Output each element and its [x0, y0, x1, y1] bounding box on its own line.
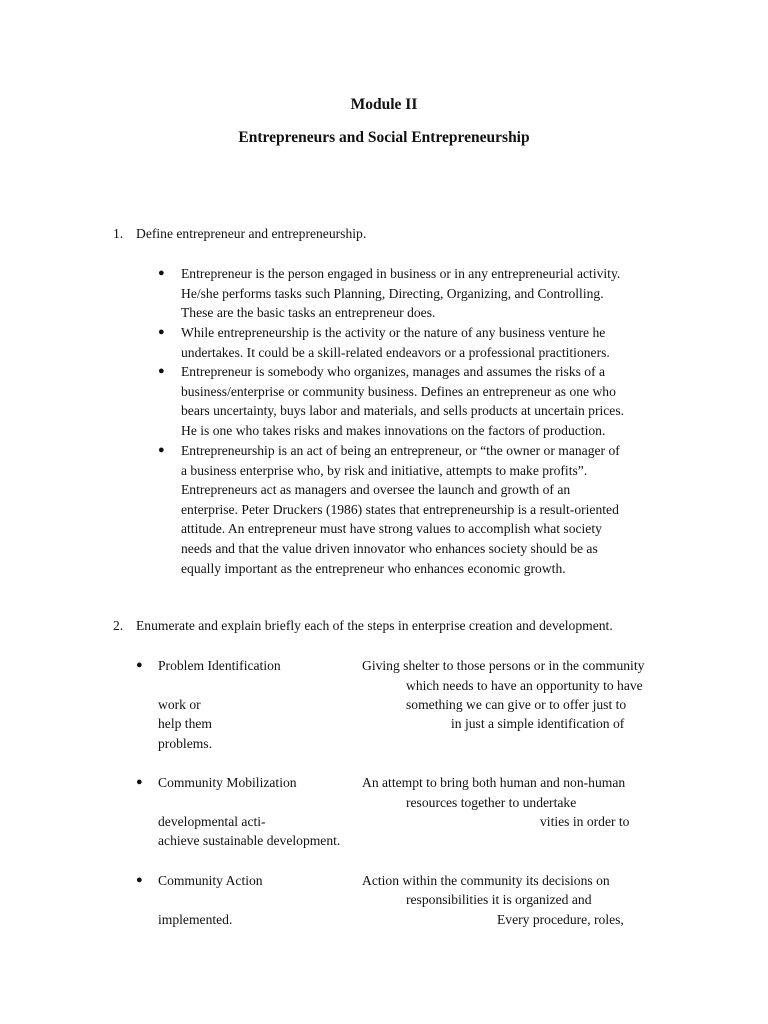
text-line: enterprise. Peter Druckers (1986) states that entrepreneurship is a result-oriented: [181, 501, 619, 517]
text-line: He is one who takes risks and makes innovations on the factors of production.: [181, 422, 606, 438]
step-text-line: which needs to have an opportunity to have: [406, 678, 643, 693]
text-line: These are the basic tasks an entrepreneur does.: [181, 305, 436, 321]
step-text-line: help them: [158, 716, 212, 731]
text-line: He/she performs tasks such Planning, Directing, Organizing, and Controlling.: [181, 285, 604, 301]
text-line: bears uncertainty, buys labor and materials, and sells products at uncertain prices.: [181, 403, 625, 419]
question-number: 2.: [113, 618, 124, 633]
module-subtitle: Entrepreneurs and Social Entrepreneurship: [238, 129, 530, 146]
step-text-line: problems.: [158, 736, 212, 751]
bullet-text: [181, 264, 701, 323]
step-text-line: Action within the community its decisions on: [362, 873, 610, 888]
text-line: business/enterprise or community business. Defines an entrepreneur as one who: [181, 383, 616, 399]
text-line: a business enterprise who, by risk and initiative, attempts to make profits”.: [181, 462, 588, 478]
step-term: Problem Identification: [158, 658, 281, 673]
step-text-line: responsibilities it is organized and: [406, 892, 592, 907]
question-text: Enumerate and explain briefly each of the steps in enterprise creation and development.: [136, 618, 613, 633]
step-text-line: Every procedure, roles,: [497, 912, 624, 927]
text-line: Entrepreneur is somebody who organizes, manages and assumes the risks of a: [181, 364, 606, 379]
bullet-icon: ●: [158, 365, 165, 377]
step-term: Community Action: [158, 873, 263, 888]
bullet-icon: ●: [158, 267, 165, 279]
bullet-text: [181, 441, 701, 578]
text-line: While entrepreneurship is the activity or the nature of any business venture he: [181, 325, 606, 340]
step-text-line: implemented.: [158, 912, 233, 927]
step-term: Community Mobilization: [158, 775, 297, 790]
text-line: undertakes. It could be a skill-related endeavors or a professional practitioners.: [181, 344, 610, 360]
bullet-icon: ●: [136, 659, 143, 671]
step-text-line: An attempt to bring both human and non-human: [362, 775, 626, 790]
step-text-line: vities in order to: [540, 814, 630, 829]
step-text-line: resources together to undertake: [406, 795, 577, 810]
text-line: Entrepreneurship is an act of being an entrepreneur, or “the owner or manager of: [181, 443, 620, 458]
step-text-line: in just a simple identification of: [451, 716, 625, 731]
module-title: Module II: [350, 96, 418, 113]
text-line: attitude. An entrepreneur must have strong values to accomplish what society: [181, 521, 602, 537]
bullet-text: [181, 362, 701, 440]
question-text: Define entrepreneur and entrepreneurship.: [136, 226, 367, 241]
step-text-line: developmental acti-: [158, 814, 266, 829]
text-line: equally important as the entrepreneur who enhances economic growth.: [181, 560, 566, 576]
bullet-icon: ●: [158, 326, 165, 338]
step-text-line: something we can give or to offer just to: [406, 697, 627, 712]
text-line: Entrepreneurs act as managers and oversee the launch and growth of an: [181, 482, 571, 498]
bullet-icon: ●: [136, 874, 143, 886]
bullet-icon: ●: [158, 444, 165, 456]
step-text-line: work or: [158, 697, 201, 712]
question-number: 1.: [113, 226, 124, 241]
step-text-line: Giving shelter to those persons or in the community: [362, 658, 645, 673]
text-line: needs and that the value driven innovator who enhances society should be as: [181, 540, 598, 556]
step-text-line: achieve sustainable development.: [158, 833, 341, 848]
bullet-text: [181, 323, 701, 362]
bullet-icon: ●: [136, 776, 143, 788]
text-line: Entrepreneur is the person engaged in business or in any entrepreneurial activity.: [181, 266, 621, 281]
